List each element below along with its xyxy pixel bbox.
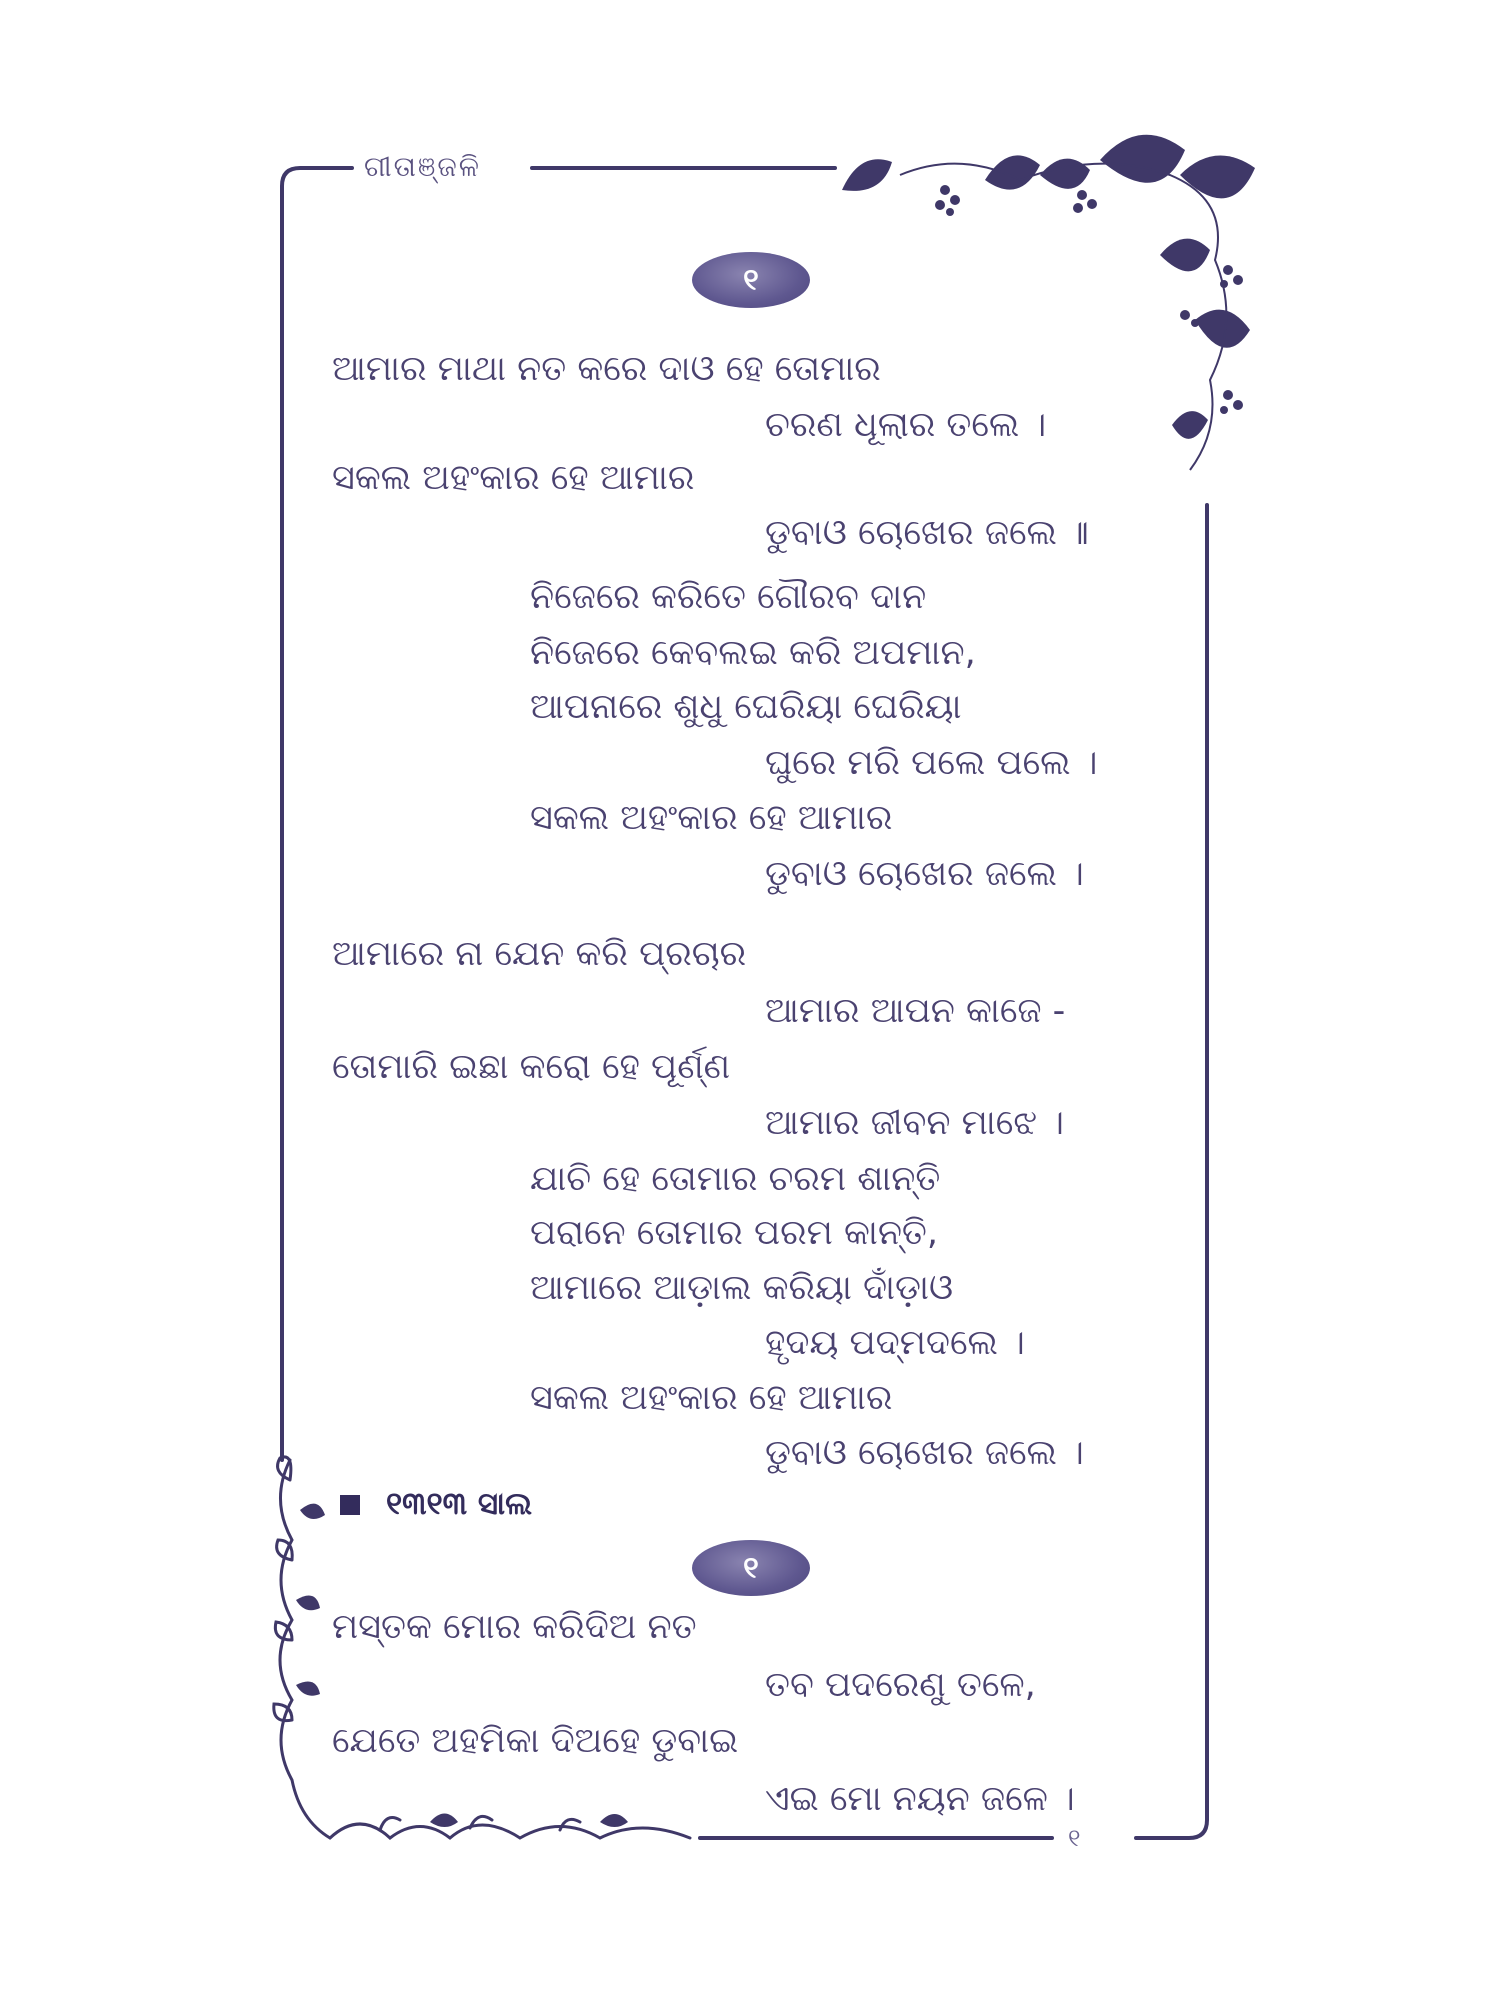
- poem-number: ୧: [743, 262, 759, 298]
- book-title: ଗୀତାଞ୍ଜଳି: [358, 150, 487, 184]
- poem-line: ଆମାର ଜୀବନ ମାଝେ ।: [765, 1103, 1064, 1143]
- poem-line: ଚରଣ ଧୂଲାର ତଲେ ।: [765, 405, 1047, 445]
- poem-line: ତୋମାରି ଇଛା କରୋ ହେ ପୂର୍ଣ୍ଣ: [332, 1047, 731, 1087]
- poem-line: ମସ୍ତକ ମୋର କରିଦିଅ ନତ: [332, 1607, 697, 1647]
- poem-line: ଡୁବାଓ ଚୋଖେର ଜଲେ ॥: [765, 513, 1089, 553]
- poem-number-badge: [692, 252, 810, 308]
- poem-line: ଆମାରେ ନା ଯେନ କରି ପ୍ରଚାର: [332, 934, 747, 974]
- poem-number: ୧: [743, 1550, 759, 1586]
- poem-line: ଆପନାରେ ଶୁଧୁ ଘେରିୟା ଘେରିୟା: [530, 687, 962, 727]
- poem-line: ଆମାର ମାଥା ନତ କରେ ଦାଓ ହେ ତୋମାର: [332, 349, 881, 389]
- poem-line: ପରାନେ ତୋମାର ପରମ କାନ୍ତି,: [530, 1213, 939, 1253]
- poem-line: ସକଲ ଅହଂକାର ହେ ଆମାର: [332, 458, 695, 498]
- poem-line: ଯାଚି ହେ ତୋମାର ଚରମ ଶାନ୍ତି: [530, 1159, 941, 1199]
- poem-line: ଆମାରେ ଆଡ଼ାଲ କରିୟା ଦାଁଡ଼ାଓ: [530, 1268, 954, 1308]
- poem-line: ଆମାର ଆପନ କାଜେ -: [765, 991, 1066, 1031]
- poem-line: ତବ ପଦରେଣୁ ତଳେ,: [765, 1665, 1036, 1705]
- vine-leaves-ornament: [842, 135, 1255, 439]
- poem-line: ସକଲ ଅହଂକାର ହେ ଆମାର: [530, 798, 893, 838]
- section-year: [340, 1486, 532, 1523]
- square-bullet-icon: [340, 1495, 360, 1515]
- poem-line: ଏଇ ମୋ ନୟନ ଜଳେ ।: [765, 1779, 1075, 1819]
- poem-line: ଯେତେ ଅହମିକା ଦିଅହେ ଡୁବାଇ: [332, 1721, 739, 1761]
- year-label: ୧୩୧୩ ସାଲ: [386, 1486, 533, 1522]
- page-number: ୧: [1062, 1824, 1087, 1852]
- poem-line: ଘୁରେ ମରି ପଲେ ପଲେ ।: [765, 743, 1098, 783]
- poem-line: ହୃଦୟ ପଦ୍ମଦଲେ ।: [765, 1323, 1025, 1363]
- poem-line: ନିଜେରେ କରିତେ ଗୌରବ ଦାନ: [530, 577, 927, 617]
- poem-line: ଡୁବାଓ ଚୋଖେର ଜଲେ ।: [765, 1433, 1084, 1473]
- poem-line: ନିଜେରେ କେବଲଇ କରି ଅପମାନ,: [530, 633, 976, 673]
- poem-number-badge: [692, 1540, 810, 1596]
- poem-line: ଡୁବାଓ ଚୋଖେର ଜଲେ ।: [765, 854, 1084, 894]
- poem-line: ସକଲ ଅହଂକାର ହେ ଆମାର: [530, 1378, 893, 1418]
